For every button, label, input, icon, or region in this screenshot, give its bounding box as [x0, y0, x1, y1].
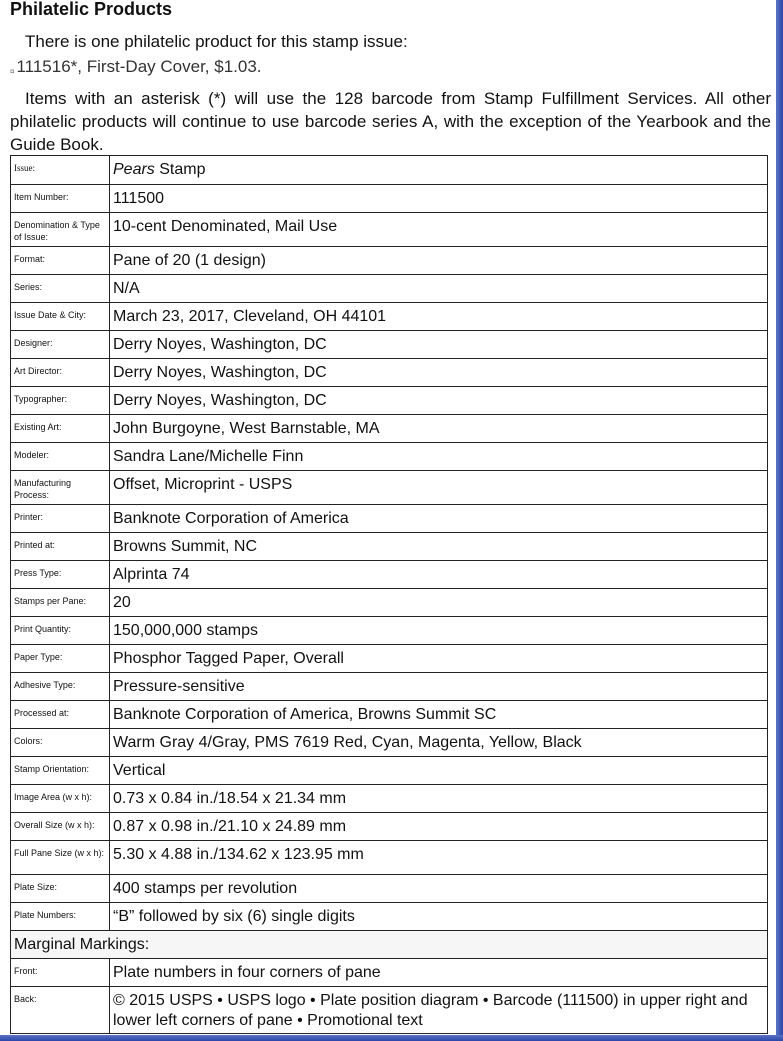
row-label: Full Pane Size (w x h):: [11, 841, 110, 875]
row-label: Back:: [11, 987, 110, 1034]
row-value: March 23, 2017, Cleveland, OH 44101: [110, 303, 768, 331]
row-value: 111500: [110, 185, 768, 213]
row-label: Plate Size:: [11, 875, 110, 903]
row-label: Colors:: [11, 729, 110, 757]
row-label: Typographer:: [11, 387, 110, 415]
table-row: [11, 387, 768, 415]
table-row: [11, 645, 768, 673]
table-row: [11, 185, 768, 213]
table-row: [11, 505, 768, 533]
table-row: [11, 987, 768, 1034]
row-value: Pane of 20 (1 design): [110, 247, 768, 275]
product-line: [10, 56, 771, 83]
row-value: Sandra Lane/Michelle Finn: [110, 443, 768, 471]
table-row: [11, 673, 768, 701]
table-row: [11, 331, 768, 359]
right-edge-bar: [776, 0, 783, 1041]
row-value: Derry Noyes, Washington, DC: [110, 331, 768, 359]
row-value: 0.73 x 0.84 in./18.54 x 21.34 mm: [110, 785, 768, 813]
row-label: Front:: [11, 959, 110, 987]
row-value: Phosphor Tagged Paper, Overall: [110, 645, 768, 673]
row-value: 150,000,000 stamps: [110, 617, 768, 645]
row-value: Alprinta 74: [110, 561, 768, 589]
row-label: Item Number:: [11, 185, 110, 213]
table-row: [11, 875, 768, 903]
bullet-icon: ¤: [10, 67, 15, 76]
row-label: Image Area (w x h):: [11, 785, 110, 813]
bottom-edge-bar: [0, 1035, 783, 1041]
table-row: [11, 533, 768, 561]
marginal-markings-heading: Marginal Markings:: [11, 931, 768, 959]
row-value: Banknote Corporation of America, Browns Summit SC: [110, 701, 768, 729]
row-label: Print Quantity:: [11, 617, 110, 645]
table-row: [11, 757, 768, 785]
row-label: Printer:: [11, 505, 110, 533]
row-label: Manufacturing Process:: [11, 471, 110, 505]
section-heading: Philatelic Products: [10, 0, 173, 19]
table-row: [11, 617, 768, 645]
row-value: 20: [110, 589, 768, 617]
table-row: [11, 903, 768, 931]
table-row: [11, 247, 768, 275]
row-label: Adhesive Type:: [11, 673, 110, 701]
row-label: Art Director:: [11, 359, 110, 387]
table-row: [11, 729, 768, 757]
table-row: [11, 275, 768, 303]
row-value: John Burgoyne, West Barnstable, MA: [110, 415, 768, 443]
row-label: Issue:: [11, 156, 110, 185]
table-row: [11, 813, 768, 841]
row-label: Stamp Orientation:: [11, 757, 110, 785]
table-row: [11, 303, 768, 331]
row-label: Issue Date & City:: [11, 303, 110, 331]
product-text: 111516*, First-Day Cover, $1.03.: [16, 57, 262, 76]
issue-suffix: Stamp: [154, 161, 206, 178]
row-value: Plate numbers in four corners of pane: [110, 959, 768, 987]
row-label: Format:: [11, 247, 110, 275]
row-value: “B” followed by six (6) single digits: [110, 903, 768, 931]
row-label: Press Type:: [11, 561, 110, 589]
row-label: Denomination & Type of Issue:: [11, 213, 110, 247]
issue-title: Pears: [113, 161, 155, 178]
table-row: [11, 156, 768, 185]
row-label: Overall Size (w x h):: [11, 813, 110, 841]
row-value: Pressure-sensitive: [110, 673, 768, 701]
table-row: [11, 471, 768, 505]
intro-paragraph: There is one philatelic product for this stamp issue:: [25, 32, 408, 51]
row-label: Existing Art:: [11, 415, 110, 443]
table-row: [11, 785, 768, 813]
table-row: [11, 213, 768, 247]
table-row: [11, 443, 768, 471]
document-content: [10, 0, 771, 156]
table-row: [11, 841, 768, 875]
row-label: Designer:: [11, 331, 110, 359]
row-label: Stamps per Pane:: [11, 589, 110, 617]
row-value: © 2015 USPS • USPS logo • Plate position diagram • Barcode (111500) in upper right and lower left corners of pane • Promotional text: [110, 987, 768, 1034]
row-value: Vertical: [110, 757, 768, 785]
row-value: Offset, Microprint - USPS: [110, 471, 768, 505]
row-value: N/A: [110, 275, 768, 303]
table-row: [11, 589, 768, 617]
table-row: [11, 359, 768, 387]
row-value: 10-cent Denominated, Mail Use: [110, 213, 768, 247]
row-label: Printed at:: [11, 533, 110, 561]
row-value: Derry Noyes, Washington, DC: [110, 359, 768, 387]
row-value: 400 stamps per revolution: [110, 875, 768, 903]
barcode-note: Items with an asterisk (*) will use the 128 barcode from Stamp Fulfillment Services. All other philatelic products will continue to use barcode series A, with the exception of the Yearbook and the Guide Book.: [10, 89, 771, 154]
row-value: Browns Summit, NC: [110, 533, 768, 561]
row-value: Warm Gray 4/Gray, PMS 7619 Red, Cyan, Magenta, Yellow, Black: [110, 729, 768, 757]
row-label: Paper Type:: [11, 645, 110, 673]
row-value: Banknote Corporation of America: [110, 505, 768, 533]
row-label: Modeler:: [11, 443, 110, 471]
table-row: [11, 561, 768, 589]
row-label: Series:: [11, 275, 110, 303]
row-value: 0.87 x 0.98 in./21.10 x 24.89 mm: [110, 813, 768, 841]
row-label: Processed at:: [11, 701, 110, 729]
row-label: Plate Numbers:: [11, 903, 110, 931]
section-row: [11, 931, 768, 959]
row-value: Derry Noyes, Washington, DC: [110, 387, 768, 415]
specification-table: [10, 155, 768, 1034]
table-row: [11, 415, 768, 443]
row-value: 5.30 x 4.88 in./134.62 x 123.95 mm: [110, 841, 768, 875]
issue-value: [110, 156, 768, 185]
table-row: [11, 959, 768, 987]
table-row: [11, 701, 768, 729]
